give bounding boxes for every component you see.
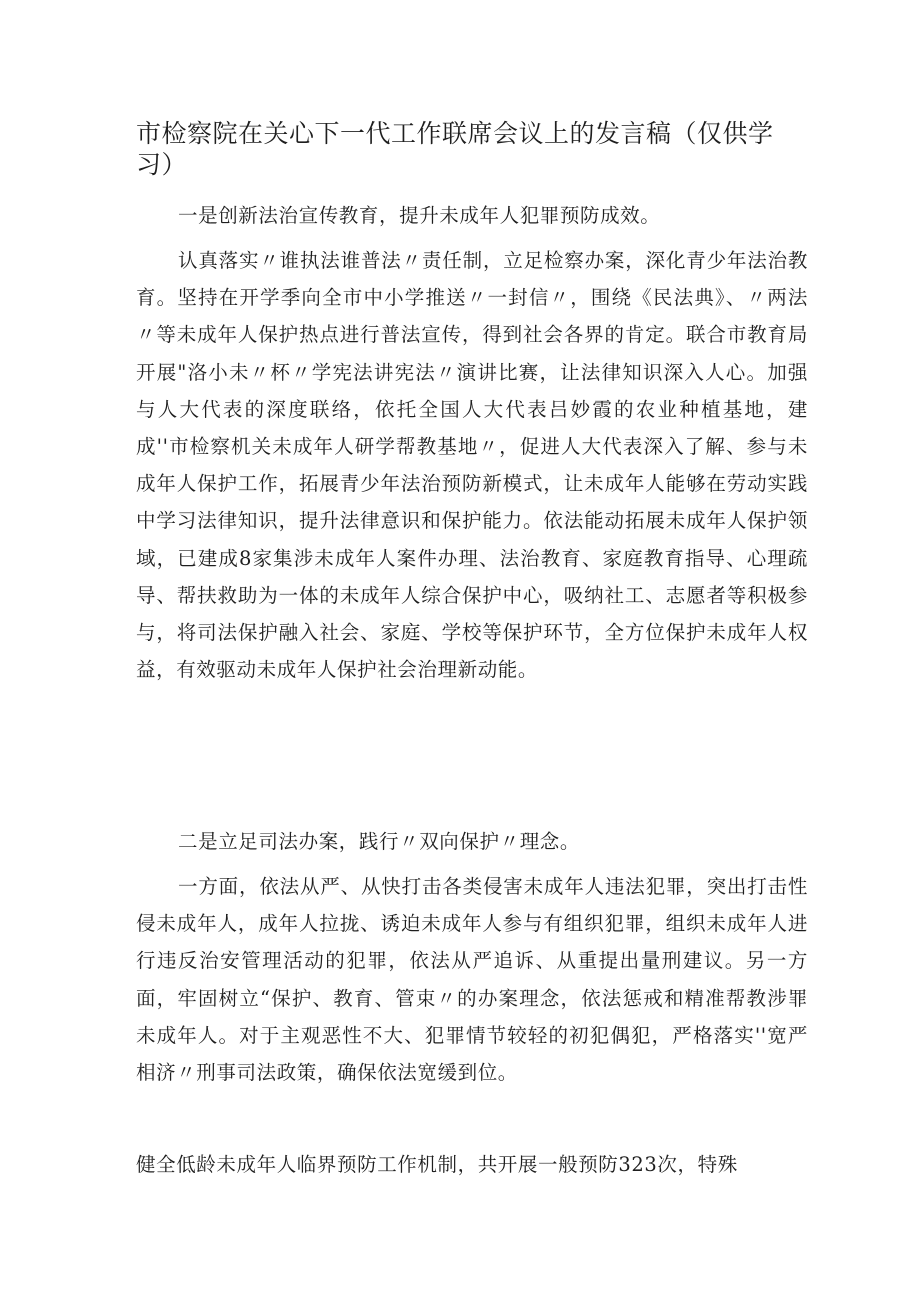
body-paragraph-3: 健全低龄未成年人临界预防工作机制，共开展一般预防323次，特殊 — [136, 1153, 738, 1176]
body-paragraph-1: 认真落实〃谁执法谁普法〃责任制，立足检察办案，深化青少年法治教育。坚持在开学季向全市中小学推送〃一封信〃，围绕《民法典》、〃两法〃等未成年人保护热点进行普法宣传，得到社会各界的肯定。联合市教育局开展"洛小未〃杯〃学宪法讲宪法〃演讲比赛，让法律知识深入人心。加强与人大代表的深度联络，依托全国人大代表吕妙霞的农业种植基地，建成''市检察机关未成年人研学帮教基地〃，促进人大代表深入了解、参与未成年人保护工作，拓展青少年法治预防新模式，让未成年人能够在劳动实践中学习法律知识，提升法律意识和保护能力。依法能动拓展未成年人保护领域，已建成8家集涉未成年人案件办理、法治教育、家庭教育指导、心理疏导、帮扶救助为一体的未成年人综合保护中心，吸纳社工、志愿者等积极参与，将司法保护融入社会、家庭、学校等保护环节，全方位保护未成年人权益，有效驱动未成年人保护社会治理新动能。 — [136, 249, 808, 682]
body-paragraph-2: 一方面，依法从严、从快打击各类侵害未成年人违法犯罪，突出打击性侵未成年人，成年人拉拢、诱迫未成年人参与有组织犯罪，组织未成年人进行违反治安管理活动的犯罪，依法从严追诉、从重提出量刑建议。另一方面，牢固树立“保护、教育、管束〃的办案理念，依法惩戒和精准帮教涉罪未成年人。对于主观恶性不大、犯罪情节较轻的初犯偶犯，严格落实''宽严相济〃刑事司法政策，确保依法宽缓到位。 — [136, 875, 808, 1085]
section-heading-1: 一是创新法治宣传教育，提升未成年人犯罪预防成效。 — [178, 204, 661, 227]
document-title: 市检察院在关心下一代工作联席会议上的发言稿（仅供学习） — [136, 119, 774, 179]
section-heading-2: 二是立足司法办案，践行〃双向保护〃理念。 — [178, 830, 581, 853]
